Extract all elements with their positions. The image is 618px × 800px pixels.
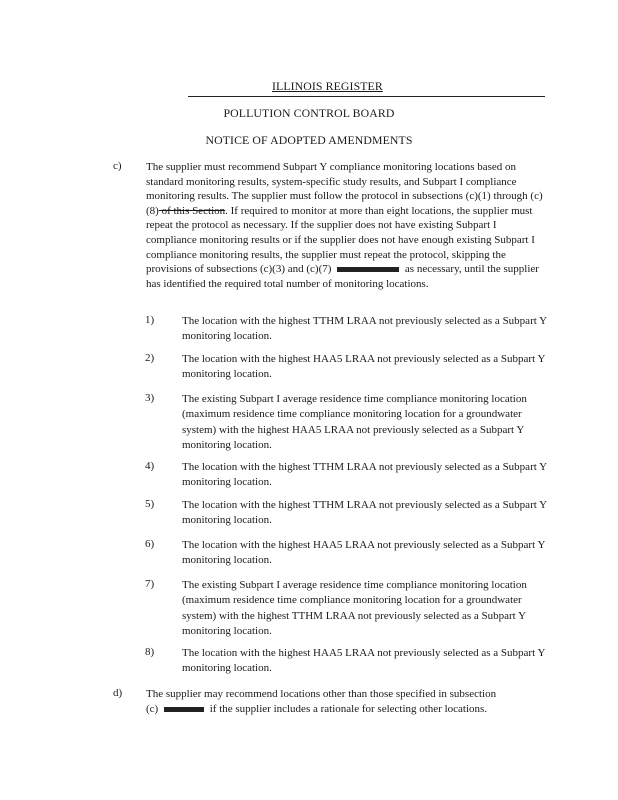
item-text: The location with the highest TTHM LRAA not previously selected as a Subpart Y monitoring location. [182, 499, 547, 527]
item-text: The location with the highest TTHM LRAA not previously selected as a Subpart Y monitoring location. [182, 315, 547, 343]
item-number: 6) [145, 538, 155, 550]
section-c-label: c) [113, 160, 122, 172]
item-text: The location with the highest HAA5 LRAA not previously selected as a Subpart Y monitoring location. [182, 353, 546, 381]
item-number: 2) [145, 352, 155, 364]
item-number: 5) [145, 498, 155, 510]
section-c-struck-text: of this Section [158, 204, 226, 217]
section-c-text-2: . If required to monitor at more than eight locations, the supplier must repeat the protocol as necessary. If the supplier does not have existing Subpart I compliance monitoring results or if the supplier does not have enough existing Subpart I compliance monitoring results, the supplier must repeat the protocol, skipping the provisions of subsections (c)(3) and (c)(7) [146, 204, 535, 276]
section-d-line-2 [146, 702, 546, 717]
item-number: 3) [145, 392, 155, 404]
section-c-paragraph [146, 160, 546, 291]
section-c-text-1: The supplier must recommend Subpart Y compliance monitoring locations based on standard monitoring results, system-specific study results, and Subpart I compliance monitoring results. The supplier must follow the protocol in subsections (c)(1) through (c)(8) [146, 161, 543, 217]
item-text: The location with the highest HAA5 LRAA not previously selected as a Subpart Y monitoring location. [182, 647, 546, 675]
register-title: ILLINOIS REGISTER [272, 79, 383, 93]
redaction-mark [164, 707, 204, 712]
item-number: 7) [145, 578, 155, 590]
section-c-text-3: as necessary, until the supplier has identified the required total number of monitoring locations. [146, 263, 539, 290]
item-number: 4) [145, 460, 155, 472]
section-d-paragraph [146, 687, 546, 716]
item-number: 8) [145, 646, 155, 658]
item-text: The existing Subpart I average residence time compliance monitoring location (maximum residence time compliance monitoring location for a groundwater system) with the highest HAA5 LRAA not previously selected as a Subpart Y monitoring location. [182, 393, 527, 451]
section-d-text-2a: (c) [146, 702, 159, 715]
redaction-mark [337, 267, 399, 272]
item-number: 1) [145, 314, 155, 326]
item-text: The location with the highest TTHM LRAA not previously selected as a Subpart Y monitoring location. [182, 461, 547, 489]
item-text: The location with the highest HAA5 LRAA not previously selected as a Subpart Y monitoring location. [182, 539, 546, 567]
item-text: The existing Subpart I average residence time compliance monitoring location (maximum residence time compliance monitoring location for a groundwater system) with the highest TTHM LRAA not previously selected as a Subpart Y monitoring location. [182, 579, 527, 637]
section-d-label: d) [113, 687, 123, 699]
header-rule [188, 96, 545, 97]
section-d-line-1: The supplier may recommend locations other than those specified in subsection [146, 688, 497, 700]
section-d-text-2b: if the supplier includes a rationale for selecting other locations. [209, 702, 488, 715]
notice-title: NOTICE OF ADOPTED AMENDMENTS [205, 133, 413, 147]
board-title: POLLUTION CONTROL BOARD [223, 106, 395, 120]
